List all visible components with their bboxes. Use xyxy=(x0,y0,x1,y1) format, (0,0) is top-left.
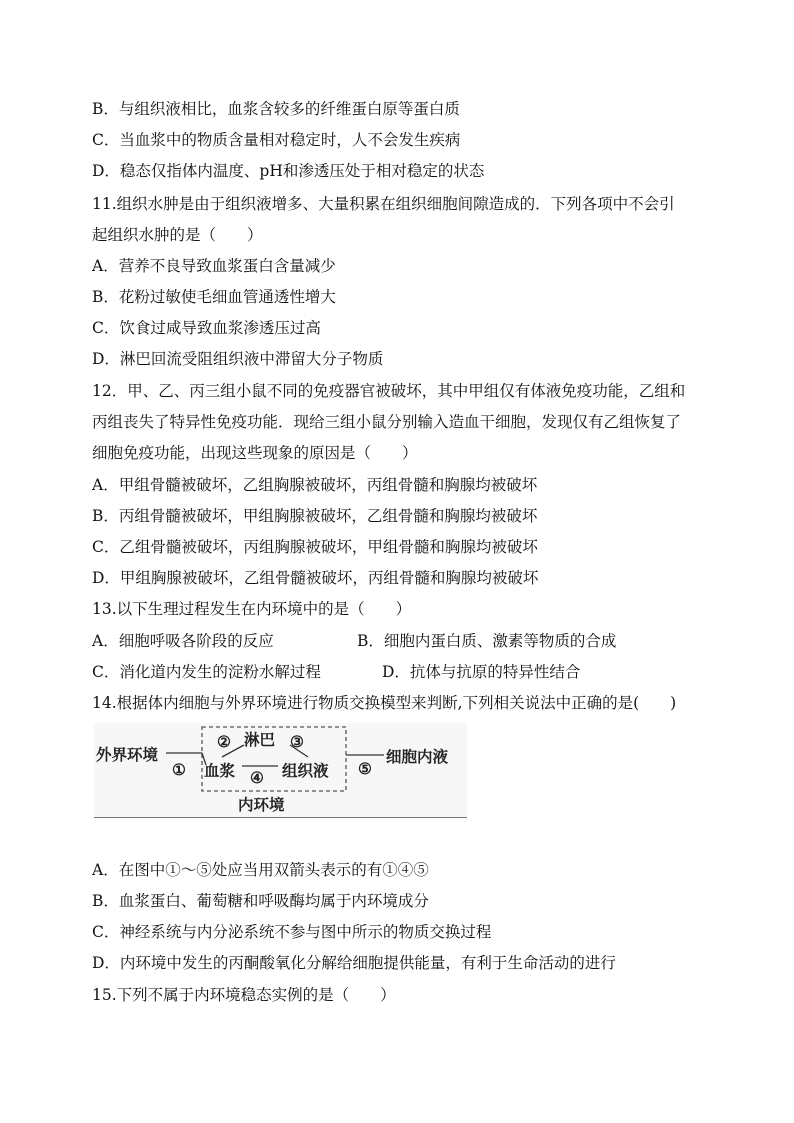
q10-option-b: B．与组织液相比，血浆含较多的纤维蛋白原等蛋白质 xyxy=(92,100,460,118)
q12-stem-line3: 细胞免疫功能，出现这些现象的原因是（ ） xyxy=(92,444,418,462)
q14-option-d: D．内环境中发生的丙酮酸氧化分解给细胞提供能量，有利于生命活动的进行 xyxy=(92,954,616,972)
internal-environment-diagram xyxy=(94,723,467,818)
q15-stem: 15.下列不属于内环境稳态实例的是（ ） xyxy=(92,986,396,1004)
q13-stem: 13.以下生理过程发生在内环境中的是（ ） xyxy=(92,600,412,618)
label-external-environment: 外界环境 xyxy=(96,745,159,764)
q12-stem-line1: 12．甲、乙、丙三组小鼠不同的免疫器官被破坏，其中甲组仅有体液免疫功能，乙组和 xyxy=(92,382,686,400)
q13-option-b: B．细胞内蛋白质、激素等物质的合成 xyxy=(357,632,617,650)
q12-stem-line2: 丙组丧失了特异性免疫功能．现给三组小鼠分别输入造血干细胞，发现仅有乙组恢复了 xyxy=(92,413,682,431)
label-num-1: ① xyxy=(172,760,186,779)
q14-option-b: B．血浆蛋白、葡萄糖和呼吸酶均属于内环境成分 xyxy=(92,892,429,910)
q12-option-b: B．丙组骨髓被破坏，甲组胸腺被破坏，乙组骨髓和胸腺均被破坏 xyxy=(92,507,538,525)
label-num-2: ② xyxy=(217,732,231,751)
label-num-5: ⑤ xyxy=(358,759,372,778)
q14-stem: 14.根据体内细胞与外界环境进行物质交换模型来判断,下列相关说法中正确的是( ) xyxy=(92,694,677,712)
q11-stem-line1: 11.组织水肿是由于组织液增多、大量积累在组织细胞间隙造成的．下列各项中不会引 xyxy=(92,195,675,213)
q14-option-c: C．神经系统与内分泌系统不参与图中所示的物质交换过程 xyxy=(92,923,492,941)
label-internal-environment: 内环境 xyxy=(238,795,285,814)
q12-option-d: D．甲组胸腺被破坏，乙组骨髓被破坏，丙组骨髓和胸腺均被破坏 xyxy=(92,569,539,587)
q12-option-c: C．乙组骨髓被破坏，丙组胸腺被破坏，甲组骨髓和胸腺均被破坏 xyxy=(92,538,538,556)
q14-option-a: A．在图中①～⑤处应当用双箭头表示的有①④⑤ xyxy=(92,861,429,879)
q13-option-a: A．细胞呼吸各阶段的反应 xyxy=(92,632,274,650)
q11-option-c: C．饮食过咸导致血浆渗透压过高 xyxy=(92,319,321,337)
q13-option-d: D．抗体与抗原的特异性结合 xyxy=(382,663,581,681)
label-tissue-fluid: 组织液 xyxy=(282,761,329,780)
q11-option-b: B．花粉过敏使毛细血管通透性增大 xyxy=(92,288,336,306)
label-intracellular-fluid: 细胞内液 xyxy=(386,747,449,766)
q11-stem-line2: 起组织水肿的是（ ） xyxy=(92,226,263,244)
q10-option-c: C．当血浆中的物质含量相对稳定时，人不会发生疾病 xyxy=(92,131,461,149)
q11-option-d: D．淋巴回流受阻组织液中滞留大分子物质 xyxy=(92,350,384,368)
q11-option-a: A．营养不良导致血浆蛋白含量减少 xyxy=(92,257,336,275)
label-num-4: ④ xyxy=(250,768,264,787)
q13-option-c: C．消化道内发生的淀粉水解过程 xyxy=(92,663,321,681)
label-num-3: ③ xyxy=(290,732,304,751)
q12-option-a: A．甲组骨髓被破坏，乙组胸腺被破坏，丙组骨髓和胸腺均被破坏 xyxy=(92,476,538,494)
q10-option-d: D．稳态仅指体内温度、pH和渗透压处于相对稳定的状态 xyxy=(92,162,485,180)
label-plasma: 血浆 xyxy=(204,761,236,780)
label-lymph: 淋巴 xyxy=(244,730,276,749)
